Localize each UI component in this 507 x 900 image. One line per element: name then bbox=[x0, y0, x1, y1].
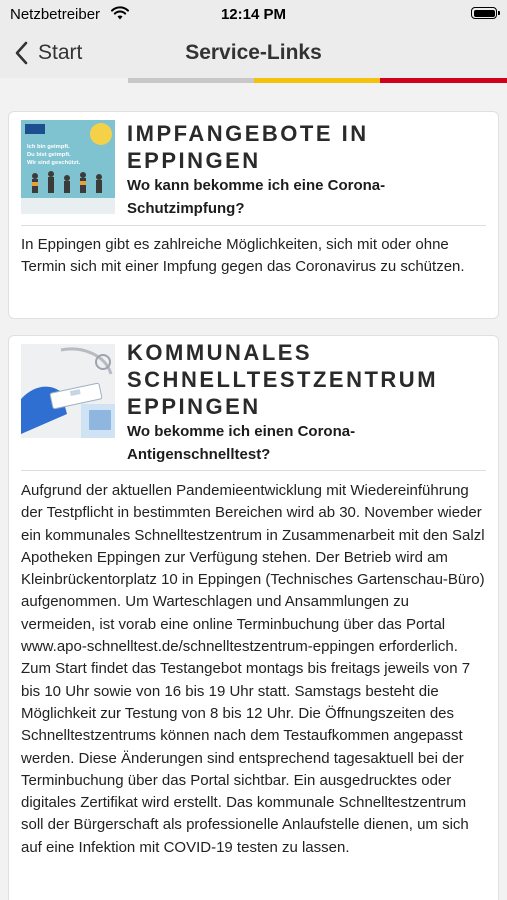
service-links-list[interactable] bbox=[0, 83, 507, 900]
carrier-name: Netzbetreiber bbox=[10, 6, 101, 23]
poster-line-3: Wir sind geschützt. bbox=[27, 160, 81, 166]
card-title: IMPFANGEBOTE IN EPPINGEN bbox=[127, 121, 369, 173]
card-divider bbox=[21, 225, 486, 226]
card-subtitle: Wo bekomme ich einen Corona-Antigenschnelltest? bbox=[127, 423, 356, 463]
service-card-schnelltestzentrum[interactable] bbox=[8, 335, 499, 900]
card-divider bbox=[21, 470, 486, 471]
card-body: In Eppingen gibt es zahlreiche Möglichkeiten, sich mit oder ohne Termin sich mit einer Impfung gegen das Coronavirus zu schützen. bbox=[21, 236, 465, 276]
card-body: Aufgrund der aktuellen Pandemieentwicklung mit Wiedereinführung der Testpflicht in bestimmten Bereichen wird ab 30. November wieder ein kommunales Schnelltestzentrum in Zusammenarbeit mit den Salzl Apotheken Eppingen zur Verfügung stehen. Der Betrieb wird am Kleinbrückentorplatz 10 in Eppingen (Technisches Gartenschau-Büro) aufgenommen. Um Warteschlagen und Ansammlungen zu vermeiden, ist vorab eine online Terminbuchung über das Portal www.apo-schnelltest.de/schnelltestzentrum-eppingen erforderlich. Zum Start findet das Testangebot montags bis freitags jeweils von 7 bis 10 Uhr sowie von 16 bis 19 Uhr statt. Samstags besteht die Möglichkeit zur Testung von 8 bis 12 Uhr. Die Öffnungszeiten des Schnelltestzentrums können nach dem Testaufkommen angepasst werden. Diese Änderungen sind entsprechend tagesaktuell bei der Terminbuchung über das Portal sichtbar. Ein ausgedrucktes oder digitales Zertifikat wird erstellt. Das kommunale Schnelltestzentrum soll der Bürgerschaft als professionelle Anlaufstelle dienen, um sich auf eine Infektion mit COVID-19 testen zu lassen. bbox=[21, 482, 485, 856]
poster-line-1: Ich bin geimpft. bbox=[27, 144, 70, 150]
card-title: KOMMUNALES SCHNELLTESTZENTRUM EPPINGEN bbox=[127, 340, 439, 419]
card-subtitle: Wo kann bekomme ich eine Corona-Schutzimpfung? bbox=[127, 177, 386, 217]
service-card-impfangebote[interactable] bbox=[8, 111, 499, 319]
status-bar bbox=[0, 0, 507, 28]
poster-line-2: Du bist geimpft. bbox=[27, 152, 71, 158]
battery-icon bbox=[471, 7, 497, 19]
rapid-test-image bbox=[21, 344, 115, 438]
back-label: Start bbox=[38, 41, 83, 64]
page-title: Service-Links bbox=[185, 41, 322, 64]
vaccination-poster-image bbox=[21, 120, 115, 214]
navigation-bar bbox=[0, 28, 507, 78]
clock: 12:14 PM bbox=[220, 6, 287, 23]
